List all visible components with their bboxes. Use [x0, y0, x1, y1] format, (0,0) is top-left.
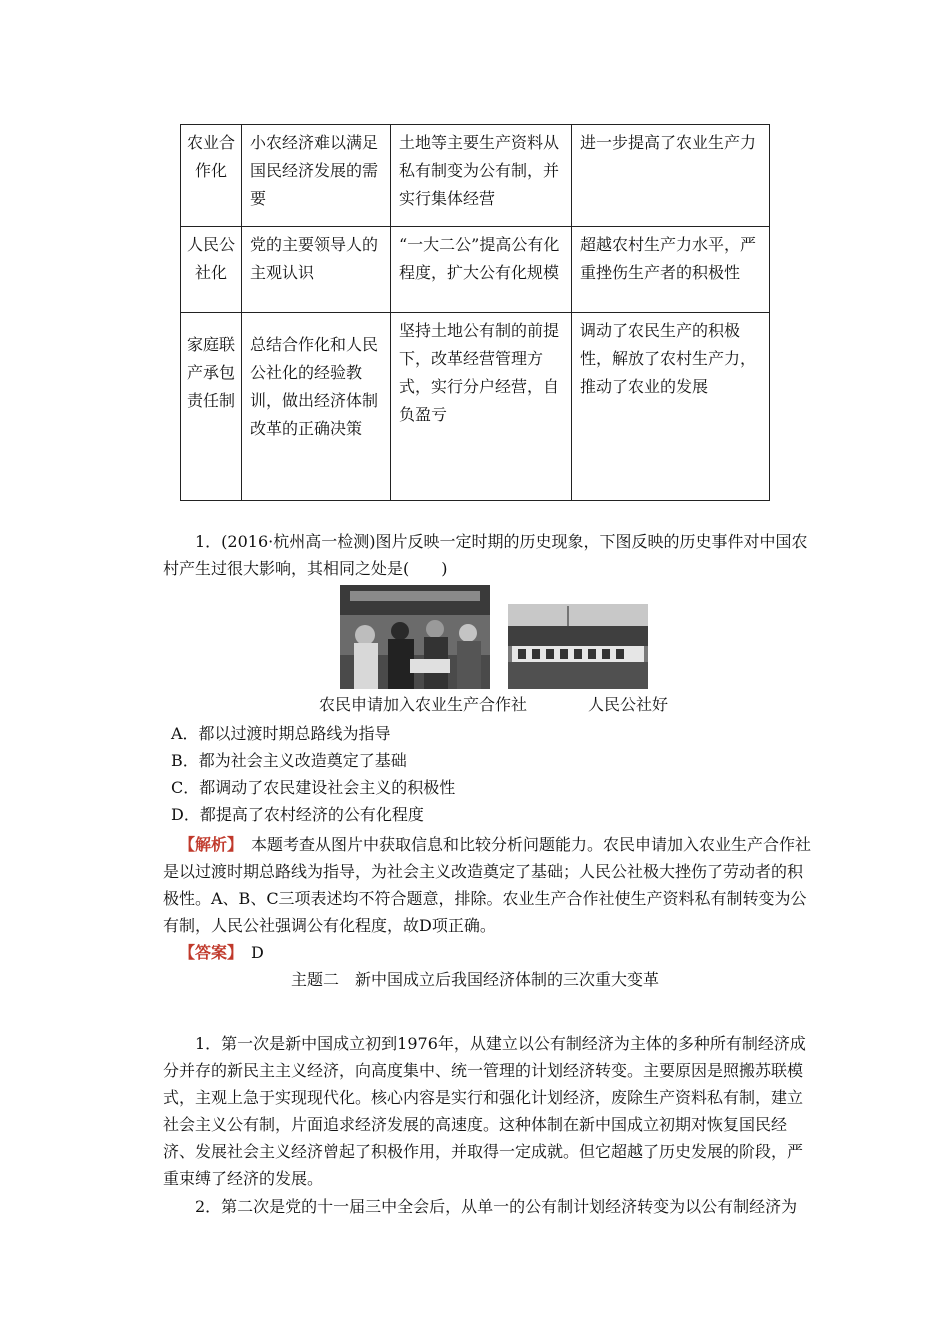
- effect-cell: [572, 313, 770, 501]
- analysis-text: 本题考查从图片中获取信息和比较分析问题能力。农民申请加入农业生产合作社是以过渡时期总路线为指导，为社会主义改造奠定了基础；人民公社极大挫伤了劳动者的积极性。A、B、C三项表述均不符合题意，排除。农业生产合作社使生产资料私有制转变为公有制，人民公社强调公有化程度，故D项正确。: [163, 835, 812, 935]
- option-a: A．都以过渡时期总路线为指导: [171, 724, 391, 743]
- photo-caption: 人民公社好: [588, 695, 669, 714]
- option-d: D．都提高了农村经济的公有化程度: [171, 805, 424, 824]
- background-cell: 总结合作化和人民公社化的经验教训，做出经济体制改革的正确决策: [242, 313, 391, 501]
- photo-peoples-commune-rally: [508, 604, 648, 689]
- answer-text: D: [251, 943, 264, 962]
- content-cell: “一大二公”提高公有化程度，扩大公有化规模: [391, 227, 572, 313]
- option-c: C．都调动了农民建设社会主义的积极性: [171, 778, 456, 797]
- content-cell: [391, 313, 572, 501]
- body-paragraph: 2．第二次是党的十一届三中全会后，从单一的公有制计划经济转变为以公有制经济为: [195, 1197, 798, 1216]
- option-b: B．都为社会主义改造奠定了基础: [171, 751, 407, 770]
- row-name-text: 人民公社化: [186, 235, 235, 282]
- table-row: [181, 125, 770, 227]
- photo-caption: 农民申请加入农业生产合作社: [319, 695, 528, 714]
- row-name-cell: 农业合作化: [181, 125, 242, 227]
- content-cell: 土地等主要生产资料从私有制变为公有制，并实行集体经营: [391, 125, 572, 227]
- row-name-cell: [181, 227, 242, 313]
- comparison-table: [180, 124, 770, 501]
- content-text: 坚持土地公有制的前提下，改革经营管理方式，实行分户经营，自负盈亏: [399, 321, 560, 424]
- body-paragraph: 1．第一次是新中国成立初到1976年，从建立以公有制经济为主体的多种所有制经济成分并存的新民主主义经济，向高度集中、统一管理的计划经济转变。主要原因是照搬苏联模式，主观上急于实现现代化。核心内容是实行和强化计划经济，废除生产资料私有制，建立社会主义公有制，片面追求经济发展的高速度。这种体制在新中国成立初期对恢复国民经济、发展社会主义经济曾起了积极作用，并取得一定成就。但它超越了历史发展的阶段，严重束缚了经济的发展。: [163, 1034, 806, 1188]
- section-title: 主题二 新中国成立后我国经济体制的三次重大变革: [290, 970, 659, 989]
- analysis-label: 【解析】: [179, 835, 236, 854]
- row-name-cell: 家庭联产承包责任制: [181, 313, 242, 501]
- background-cell: 党的主要领导人的主观认识: [242, 227, 391, 313]
- photo-farmers-cooperative: [340, 585, 490, 689]
- table-row: [181, 313, 770, 501]
- analysis-paragraph: [163, 831, 818, 939]
- effect-text: 进一步提高了农业生产力: [580, 133, 757, 152]
- answer-paragraph: [163, 939, 818, 966]
- question-stem: 1．(2016·杭州高一检测)图片反映一定时期的历史现象，下图反映的历史事件对中国农村产生过很大影响，其相同之处是( ): [163, 532, 808, 578]
- effect-text: 调动了农民生产的积极性，解放了农村生产力，推动了农业的发展: [580, 321, 757, 396]
- answer-label: 【答案】: [179, 943, 236, 962]
- effect-cell: 超越农村生产力水平，严重挫伤生产者的积极性: [572, 227, 770, 313]
- table-row: [181, 227, 770, 313]
- effect-cell: [572, 125, 770, 227]
- background-cell: 小农经济难以满足国民经济发展的需要: [242, 125, 391, 227]
